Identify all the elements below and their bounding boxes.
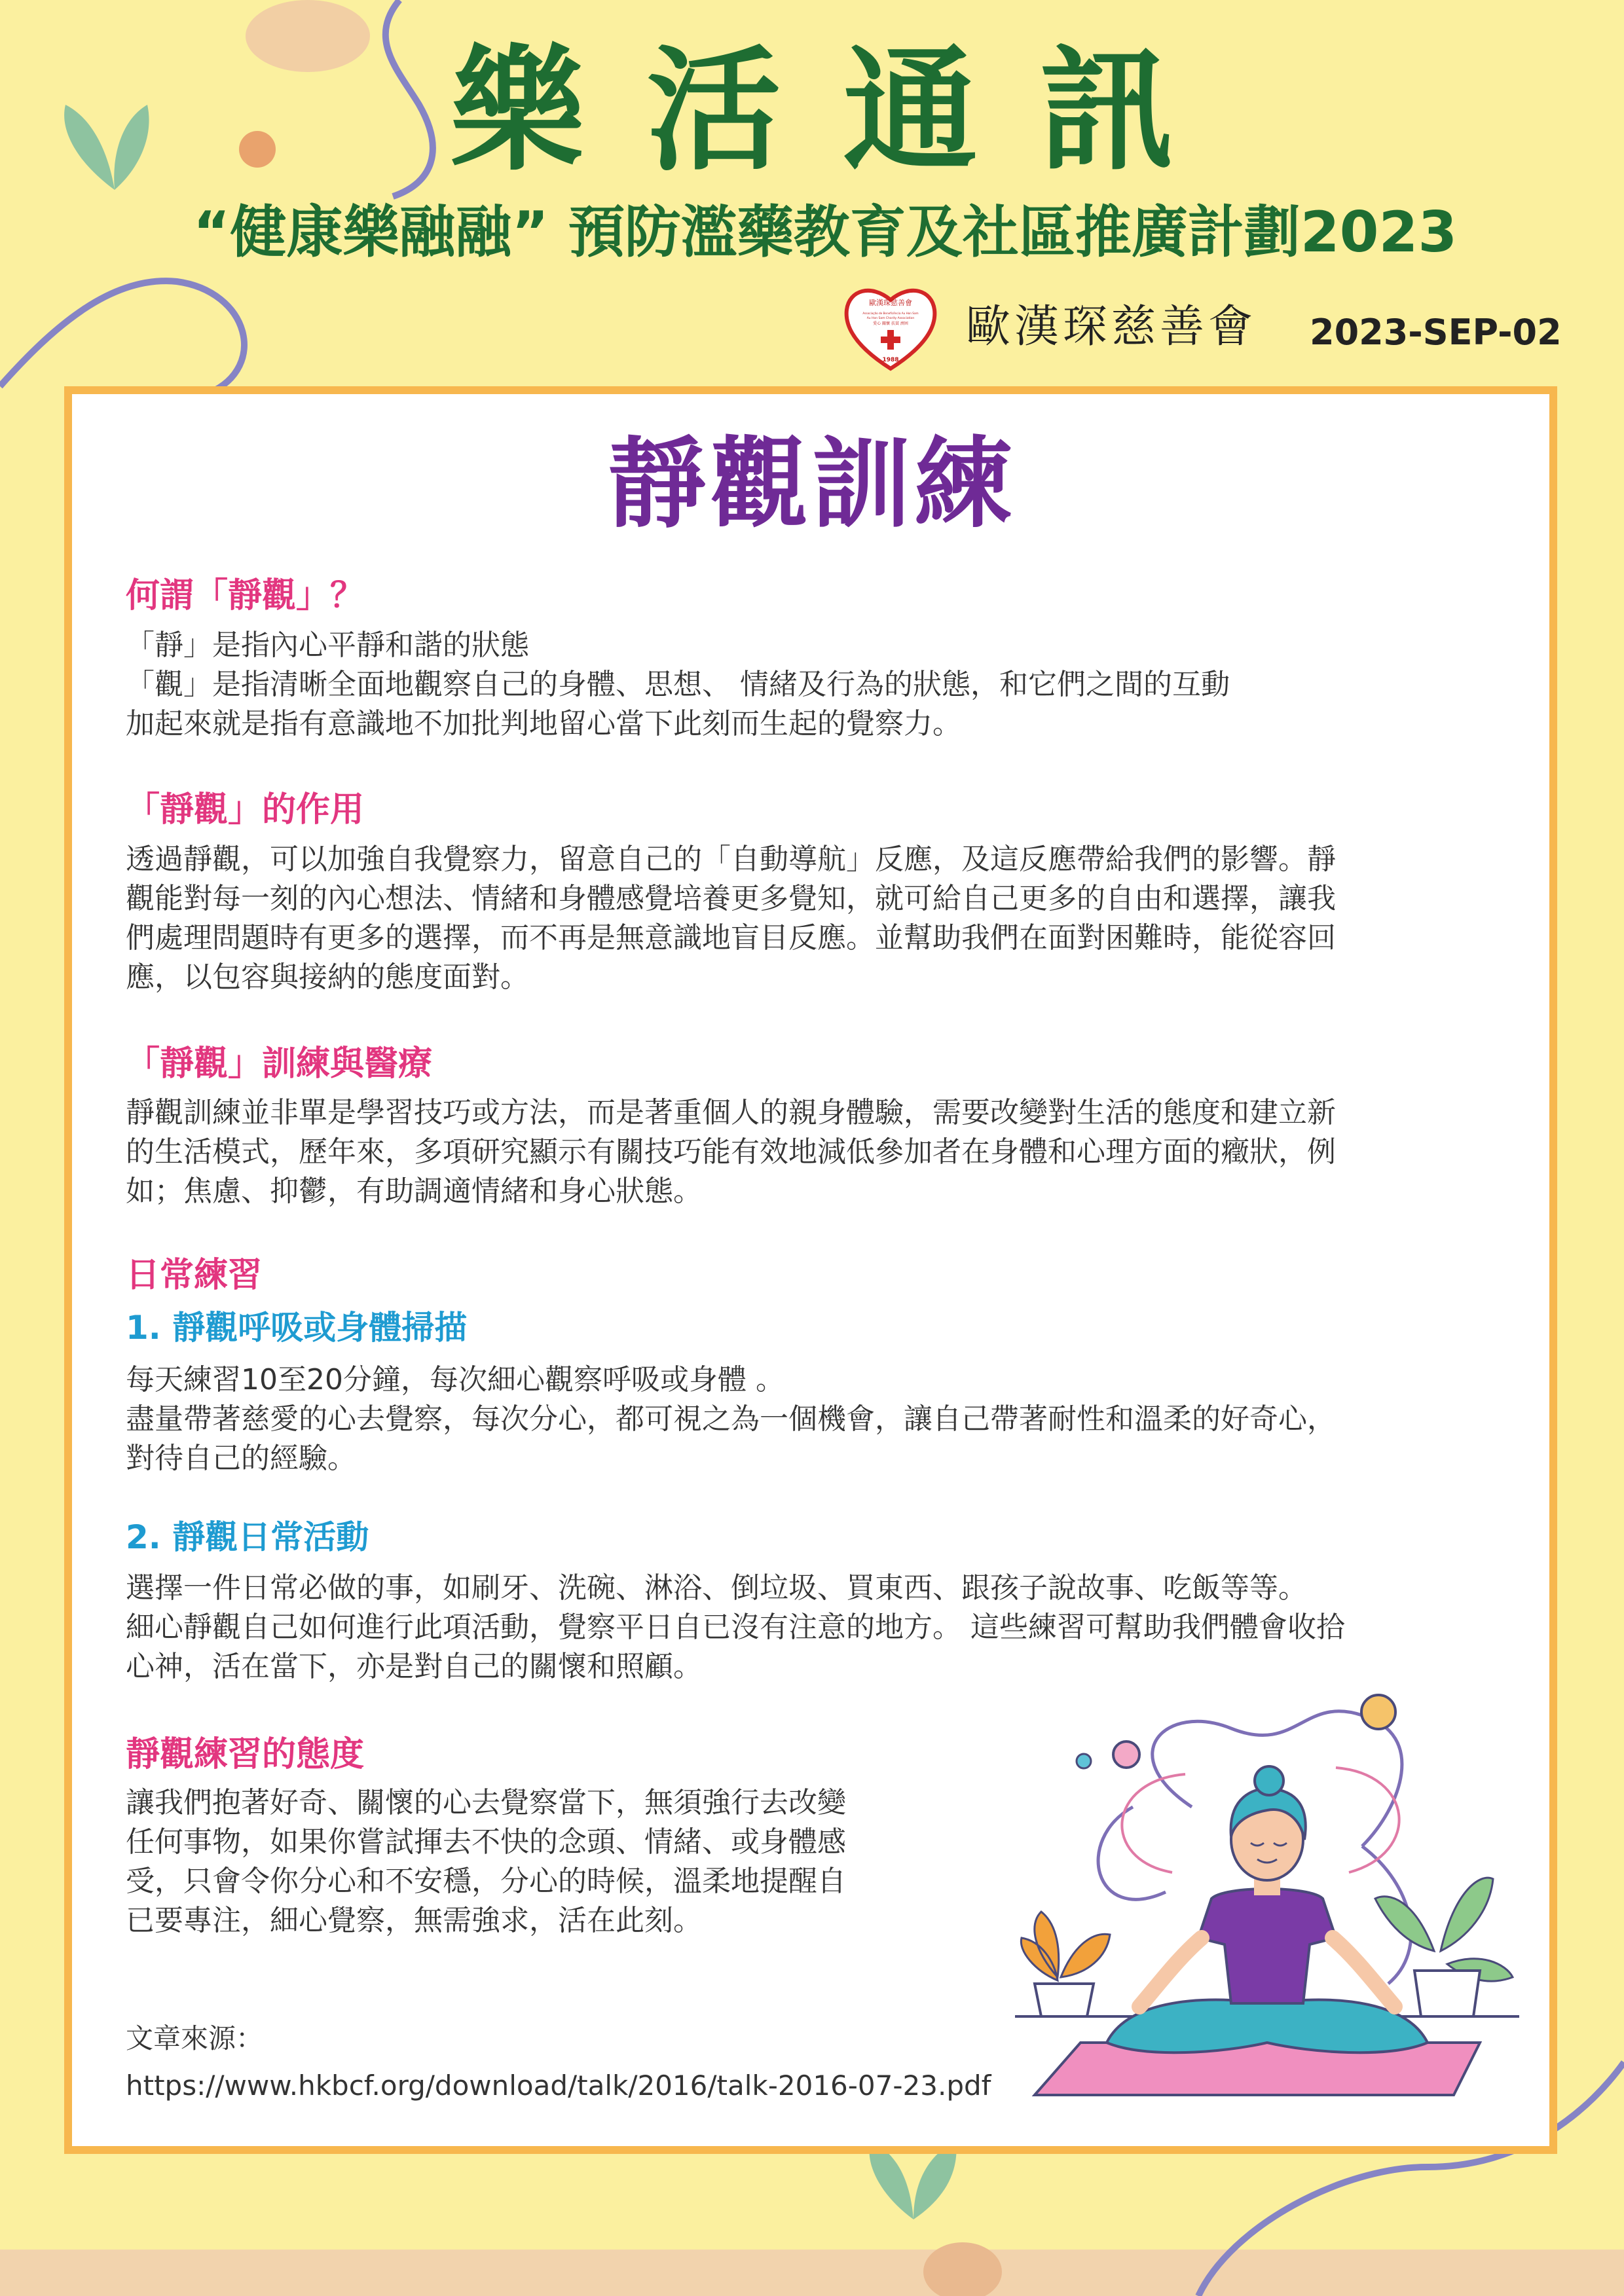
paragraph-line: 已要專注，細心覺察，無需強求，活在此刻。 <box>126 1904 702 1937</box>
paragraph-line: 應，以包容與接納的態度面對。 <box>126 960 529 994</box>
paragraph-line: 選擇一件日常必做的事，如刷牙、洗碗、淋浴、倒垃圾、買東西、跟孩子說故事、吃飯等等。 <box>126 1571 1307 1605</box>
paragraph-line: 盡量帶著慈愛的心去覺察，每次分心，都可視之為一個機會，讓自己帶著耐性和溫柔的好奇心， <box>126 1402 1336 1436</box>
peach-blob-bottom <box>923 2242 1002 2296</box>
section-text-what-is <box>126 626 1230 744</box>
source-block <box>126 2019 991 2105</box>
article-title: 靜觀訓練 <box>607 428 1016 541</box>
paragraph-line: 「觀」是指清晰全面地觀察自己的身體、思想、 情緒及行為的狀態，和它們之間的互動 <box>126 668 1230 701</box>
paragraph-line: 透過靜觀，可以加強自我覺察力，留意自己的「自動導航」反應，及這反應帶給我們的影響。靜 <box>126 843 1336 876</box>
logo-line-pt: Associação de Beneficência Au Hon Sam <box>862 312 919 315</box>
logo-year: 1988 <box>882 357 899 363</box>
section-text-attitude <box>126 1783 846 1941</box>
orb-icon <box>1077 1754 1091 1768</box>
newsletter-title: 樂活通訊 <box>450 33 1236 189</box>
hair-bun <box>1255 1766 1283 1795</box>
paragraph-line: 們處理問題時有更多的選擇，而不再是無意識地盲目反應。並幫助我們在面對困難時，能從容回 <box>126 921 1336 955</box>
purple-curve-left <box>0 281 244 393</box>
paragraph-line: 觀能對每一刻的內心想法、情緒和身體感覺培養更多覺知，就可給自己更多的自由和選擇，讓我 <box>126 882 1336 915</box>
subsection-heading-breathing: 1. 靜觀呼吸或身體掃描 <box>126 1309 468 1347</box>
subsection-text-daily-activity <box>126 1569 1345 1686</box>
section-text-medical <box>126 1093 1336 1211</box>
section-heading-effects: 「靜觀」的作用 <box>126 790 365 829</box>
issue-date: 2023-SEP-02 <box>1310 312 1562 353</box>
paragraph-line: 讓我們抱著好奇、關懷的心去覺察當下，無須強行去改變 <box>126 1786 846 1819</box>
paragraph-line: 靜觀訓練並非單是學習技巧或方法，而是著重個人的親身體驗，需要改變對生活的態度和建立新 <box>126 1096 1336 1129</box>
person-torso <box>1198 1889 1336 2003</box>
paragraph-line: 「靜」是指內心平靜和諧的狀態 <box>126 629 529 662</box>
subsection-heading-daily-activity: 2. 靜觀日常活動 <box>126 1518 369 1556</box>
paragraph-line: 心神，活在當下，亦是對自己的關懷和照顧。 <box>126 1650 702 1683</box>
paragraph-line: 對待自己的經驗。 <box>126 1442 356 1475</box>
section-text-effects <box>126 840 1336 997</box>
plant-left-icon <box>1021 1912 1110 1980</box>
paragraph-line: 每天練習10至20分鐘，每次細心觀察呼吸或身體 。 <box>126 1363 784 1396</box>
section-heading-attitude: 靜觀練習的態度 <box>126 1735 365 1774</box>
paragraph-line: 如；焦慮、抑鬱，有助調適情緒和身心狀態。 <box>126 1175 702 1208</box>
source-label: 文章來源： <box>126 2022 264 2054</box>
section-heading-medical: 「靜觀」訓練與醫療 <box>126 1044 433 1084</box>
orb-icon <box>1113 1741 1139 1768</box>
source-url: https://www.hkbcf.org/download/talk/2016/talk-2016-07-23.pdf <box>126 2069 991 2102</box>
orb-icon <box>1361 1695 1395 1729</box>
section-heading-what-is: 何謂「靜觀」？ <box>126 576 365 615</box>
plant-right-icon <box>1375 1878 1513 1981</box>
logo-line-en: Au Hon Sam Charity Association <box>866 317 915 320</box>
paragraph-line: 的生活模式，歷年來，多項研究顯示有關技巧能有效地減低參加者在身體和心理方面的癥狀，例 <box>126 1135 1336 1169</box>
paragraph-line: 細心靜觀自己如何進行此項活動，覺察平日自已沒有注意的地方。 這些練習可幫助我們體會收拾 <box>126 1611 1345 1644</box>
meditation-illustration <box>995 1676 1532 2108</box>
logo-motto: 愛心 關懷 扶貧 濟困 <box>873 321 908 326</box>
paragraph-line: 任何事物，如果你嘗試揮去不快的念頭、情緒、或身體感 <box>126 1825 846 1859</box>
yoga-mat <box>1035 2043 1480 2095</box>
section-heading-daily-practice: 日常練習 <box>126 1256 263 1295</box>
paragraph-line: 受，只會令你分心和不安穩，分心的時候，溫柔地提醒自 <box>126 1865 846 1898</box>
charity-logo <box>841 280 940 372</box>
organization-name: 歐漢琛慈善會 <box>966 301 1257 353</box>
logo-top-text: 歐漢琛慈善會 <box>869 299 912 307</box>
newsletter-subtitle: “健康樂融融” 預防濫藥教育及社區推廣計劃2023 <box>193 200 1458 265</box>
paragraph-line: 加起來就是指有意識地不加批判地留心當下此刻而生起的覺察力。 <box>126 707 961 740</box>
subsection-text-breathing <box>126 1360 1336 1478</box>
